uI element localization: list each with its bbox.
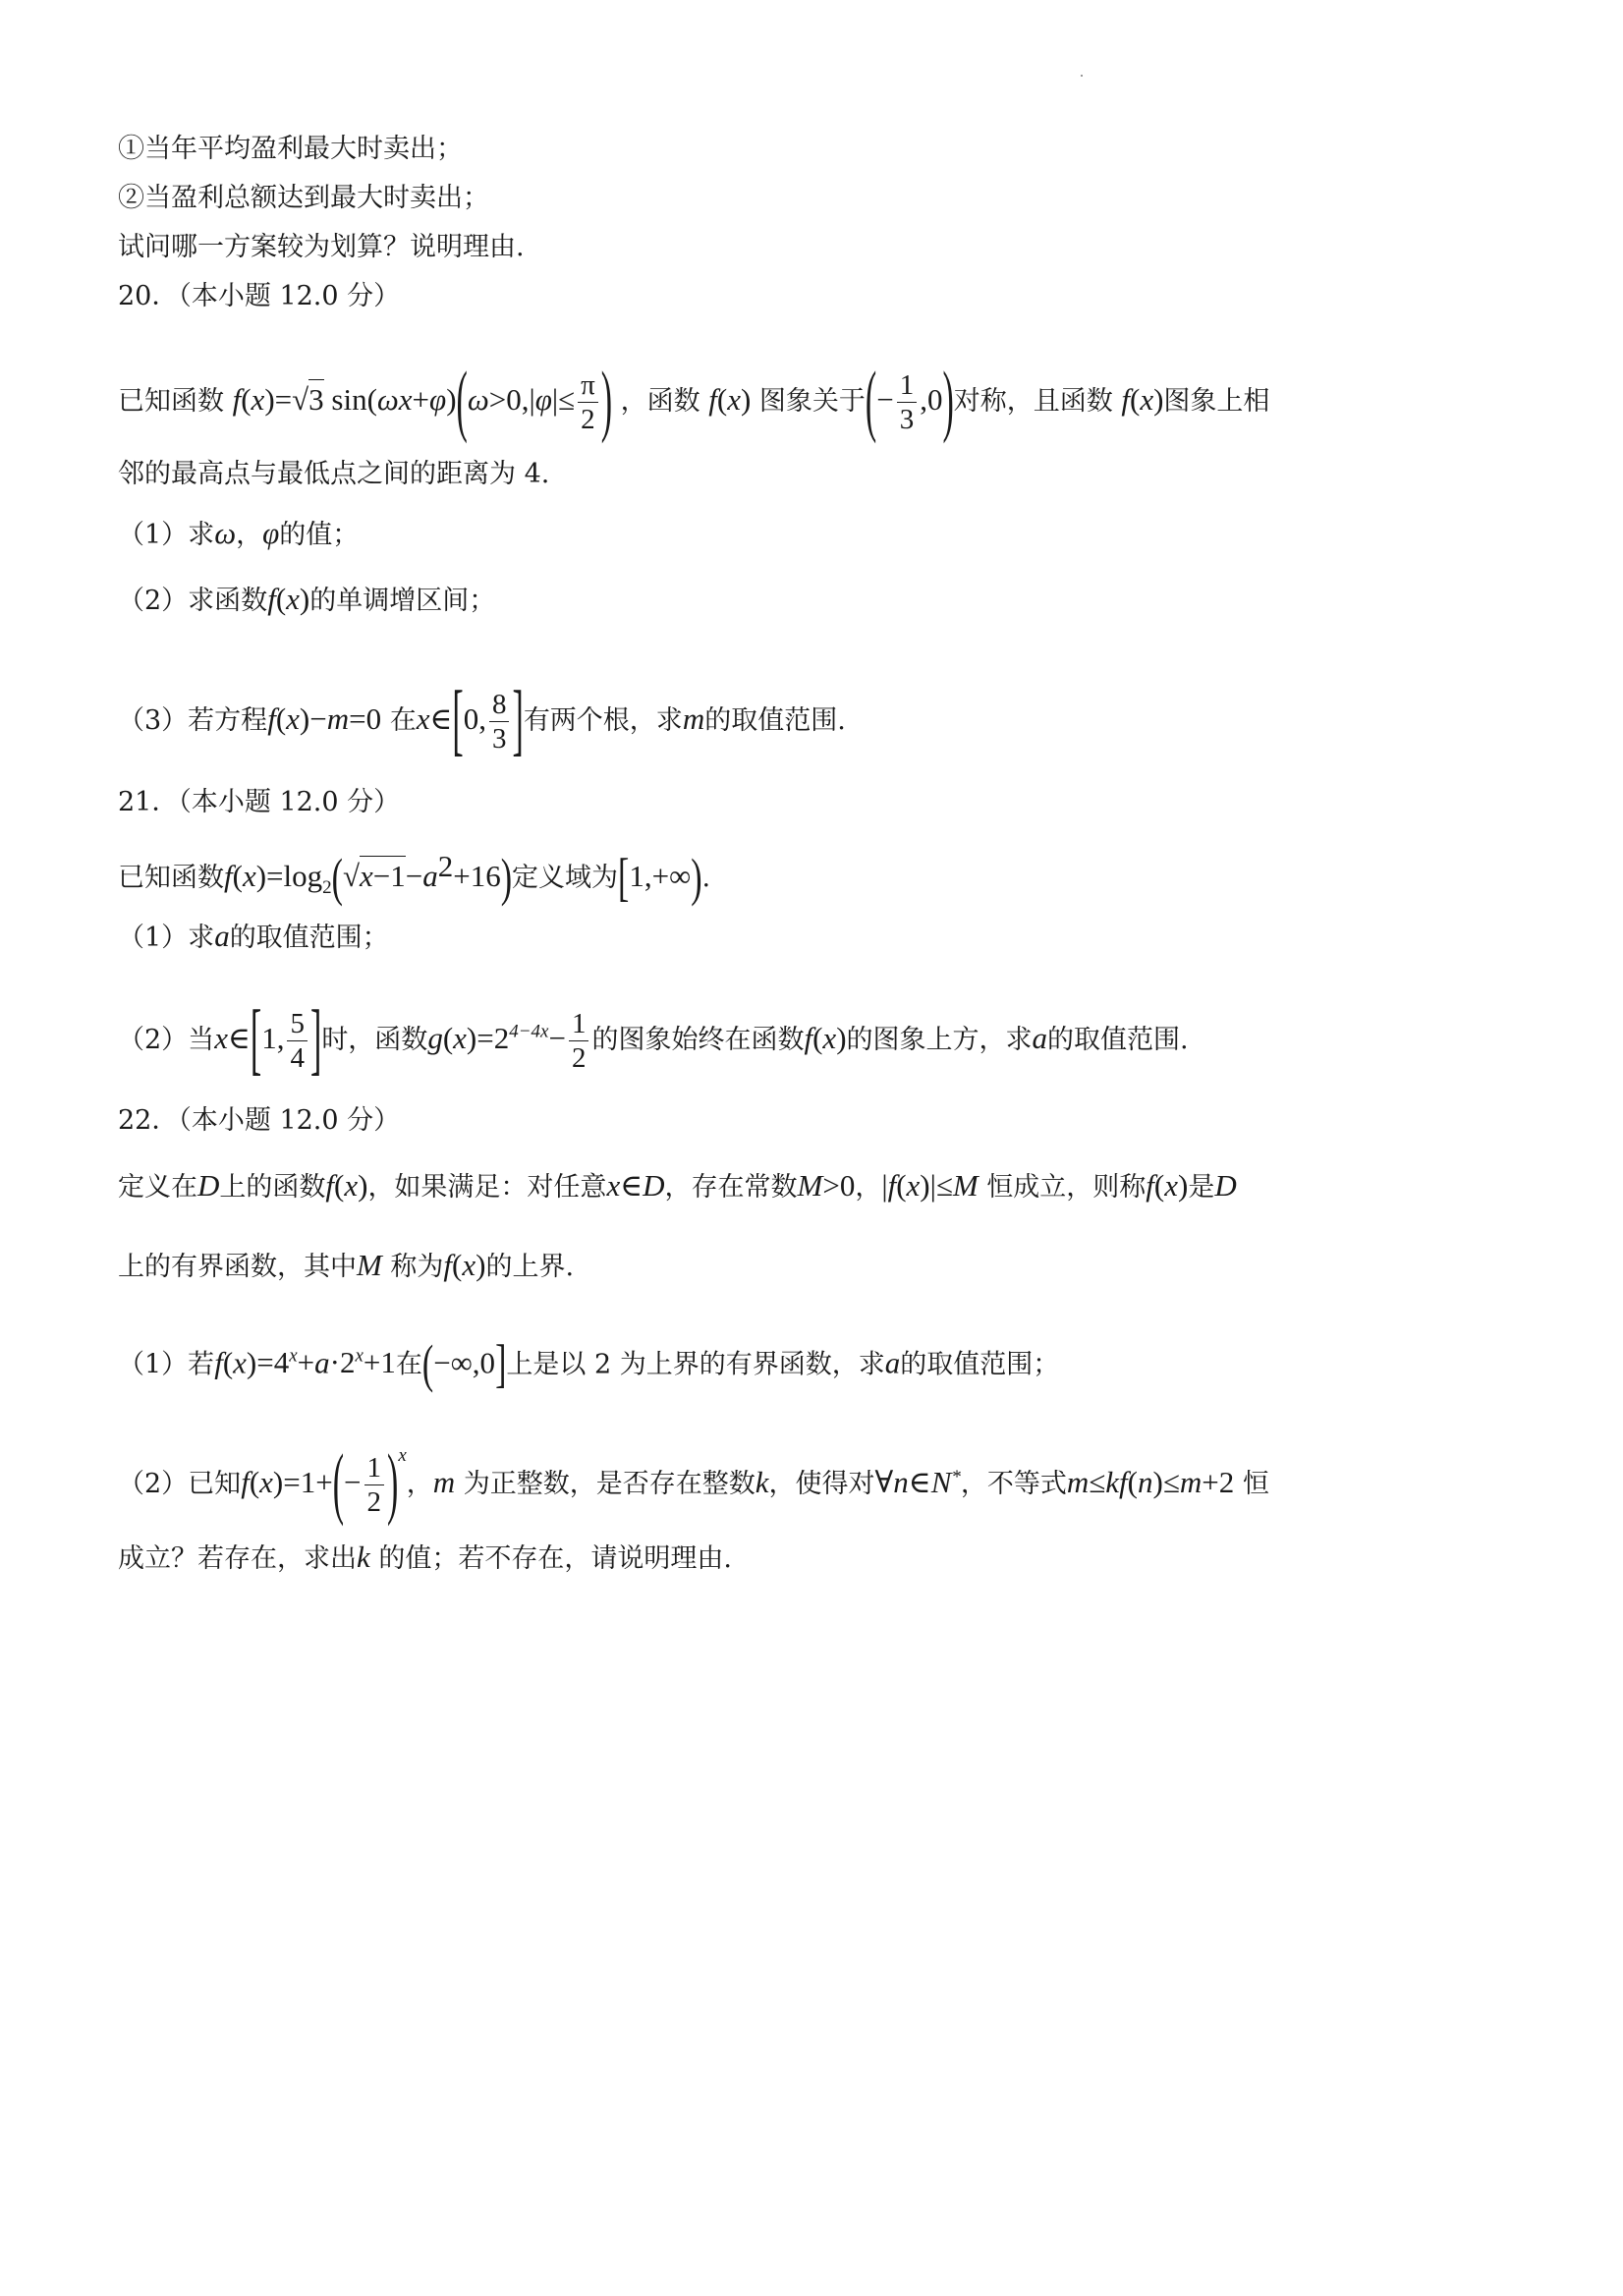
q22-header: 22．（本小题 12.0 分） [118,1105,401,1136]
q20-part1: （1）求ω，φ的值； [118,516,360,550]
q20-header: 20．（本小题 12.0 分） [118,281,401,311]
scan-speck [1081,75,1083,77]
q21-stem: 已知函数$f(x)=\log_2(√x-1-a^2+16)$定义域为[1,+∞). [118,849,711,908]
formula-f-x: f(x) [232,382,275,417]
option-2-line: ②当盈利总额达到最大时卖出； [118,183,489,213]
q21-part2: （2）当x∈[1, $\frac{5}{4}$ ]时，函数$g(x)=2^{4-4x}-$ $\frac{1}{2}$ 的图象始终在函数f(x)的图象上方，求a的取值范围. [118,995,1189,1084]
q21-header: 21．（本小题 12.0 分） [118,787,401,817]
q21-part1: （1）求a的取值范围； [118,919,389,953]
q20-part3: （3）若方程f(x)−m=0 在x∈[0, $\frac{8}{3}$ ]有两个根，求m的取值范围. [118,676,846,764]
q22-stem-line2: 上的有界函数，其中M 称为f(x)的上界. [118,1248,575,1282]
q20-stem-line1: 已知函数 f(x)=√3 sin(ωx+φ)(ω>0,|φ|≤ $\frac{\pi}{2}$ ) ，函数 f(x) 图象关于(− $\frac{1}{3}$ ,0)对称，且函数 f(x)图象上相 [118,357,1270,445]
choice-question-line: 试问哪一方案较为划算？说明理由. [118,232,525,262]
q22-part1: （1）若$f(x)=4^x+a\cdot 2^x+1$在(−∞,0]上是以 2 为上界的有界函数，求a的取值范围； [118,1335,1060,1394]
q22-stem-line1: 定义在D上的函数f(x)，如果满足：对任意x∈D，存在常数M>0，|f(x)|≤M 恒成立，则称f(x)是D [118,1168,1237,1203]
q20-part2: （2）求函数f(x)的单调增区间； [118,582,496,616]
option-1-line: ①当年平均盈利最大时卖出； [118,134,463,164]
q22-part2-line2: 成立？若存在，求出k 的值；若不存在，请说明理由. [118,1540,732,1574]
q22-part2-line1: （2）已知f(x)=1+(− $\frac{1}{2}$ )$^x$，m 为正整数，是否存在整数k，使得对∀n∈N*，不等式m≤kf(n)≤m+2 恒 [118,1439,1269,1528]
q20-stem-line2: 邻的最高点与最低点之间的距离为 4. [118,459,550,489]
